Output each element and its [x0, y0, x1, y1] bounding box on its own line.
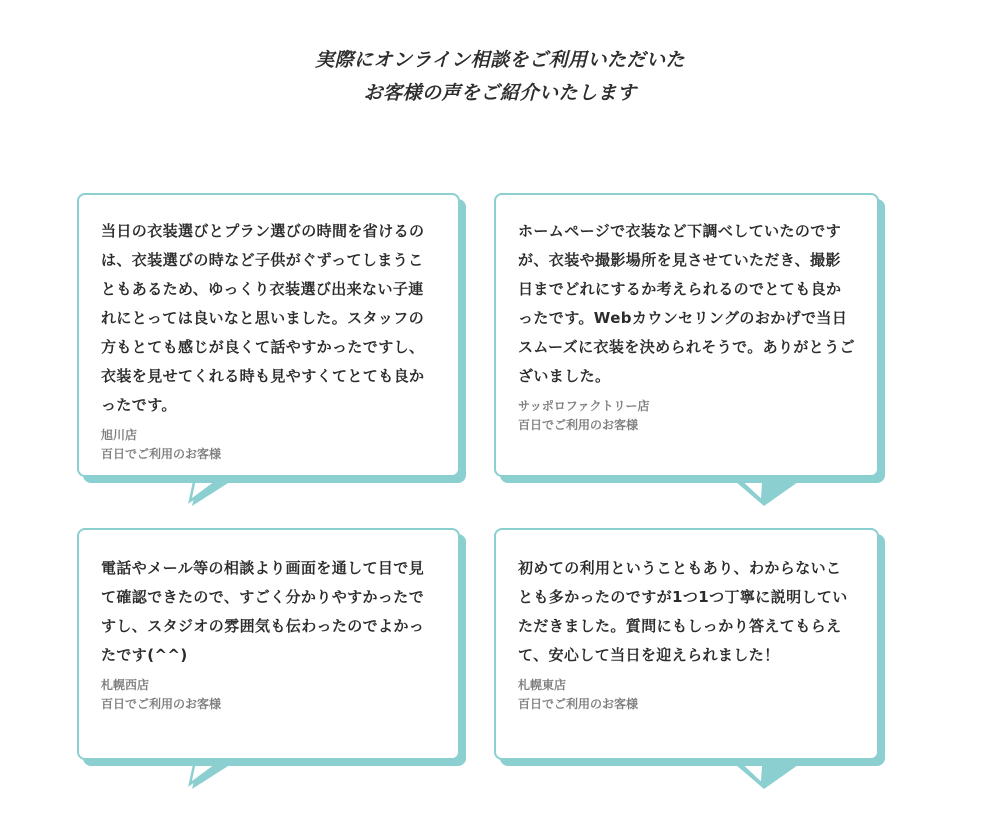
- customer-type: 百日でご利用のお客様: [101, 697, 222, 711]
- testimonial-meta: [518, 676, 855, 714]
- testimonial-meta: [518, 397, 855, 435]
- testimonial-meta: [101, 426, 436, 464]
- testimonial-card: [494, 528, 879, 760]
- store-name: 旭川店: [101, 428, 138, 442]
- testimonial-text: 電話やメール等の相談より画面を通して目で見て確認できたので、すごく分かりやすかったですし、スタジオの雰囲気も伝わったのでよかったです(^^): [101, 559, 425, 664]
- testimonial-text: 初めての利用ということもあり、わからないことも多かったのですが1つ1つ丁寧に説明していただきました。質問にもしっかり答えてもらえて、安心して当日を迎えられました！: [518, 559, 848, 664]
- testimonial-meta: [101, 676, 436, 714]
- customer-type: 百日でご利用のお客様: [518, 697, 639, 711]
- heading-line-1: 実際にオンライン相談をご利用いただいた: [315, 49, 685, 71]
- store-name: サッポロファクトリー店: [518, 399, 650, 413]
- customer-type: 百日でご利用のお客様: [101, 447, 222, 461]
- testimonial-card: [494, 193, 879, 477]
- testimonial-text: 当日の衣装選びとプラン選びの時間を省けるのは、衣装選びの時など子供がぐずってしまうこともあるため、ゆっくり衣装選び出来ない子連れにとっては良いなと思いました。スタッフの方もとても感じが良くて話やすかったですし、衣装を見せてくれる時も見やすくてとても良かったです。: [101, 222, 425, 414]
- store-name: 札幌西店: [101, 678, 150, 692]
- testimonial-card: [77, 528, 460, 760]
- heading-line-2: お客様の声をご紹介いたします: [363, 82, 637, 104]
- customer-type: 百日でご利用のお客様: [518, 418, 639, 432]
- testimonial-card: [77, 193, 460, 477]
- testimonial-text: ホームページで衣装など下調べしていたのですが、衣装や撮影場所を見させていただき、撮影日までどれにするか考えられるのでとても良かったです。Webカウンセリングのおかげで当日スムーズに衣装を決められそうで。ありがとうございました。: [518, 222, 856, 385]
- store-name: 札幌東店: [518, 678, 567, 692]
